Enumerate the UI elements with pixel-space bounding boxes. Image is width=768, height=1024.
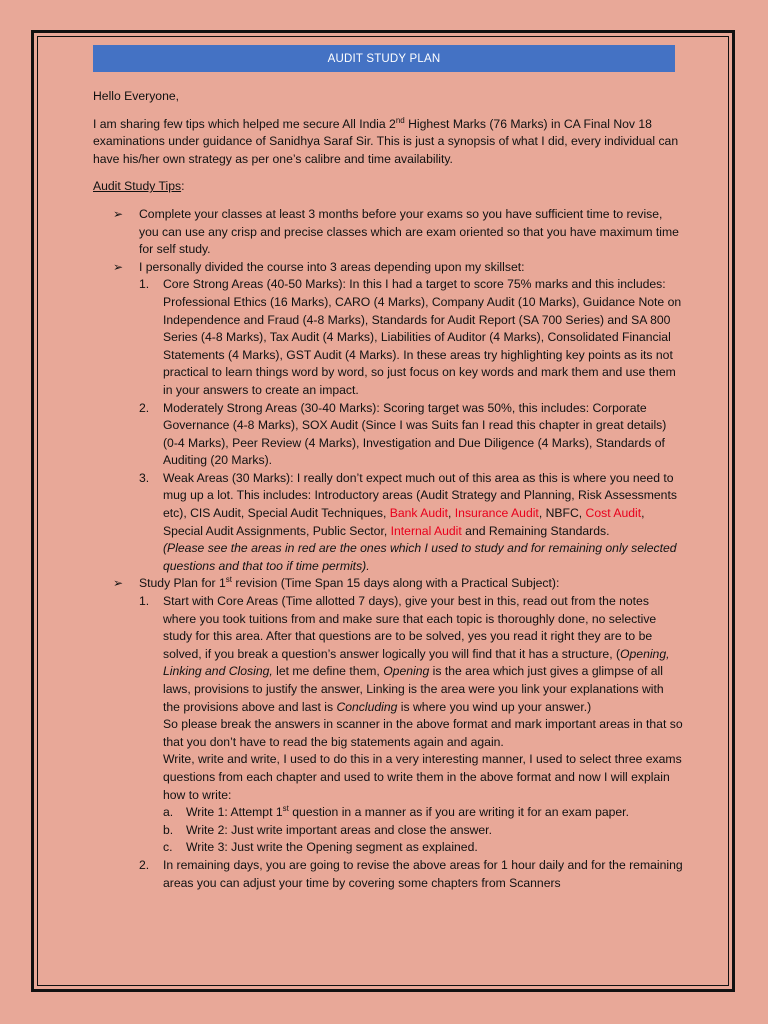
plan-remaining-days: 2. In remaining days, you are going to revise the above areas for 1 hour daily and for the remaining areas you can adjust your time by covering some chapters from Scanners — [139, 857, 683, 890]
bullet-divided-areas: ➢ I personally divided the course into 3 areas depending upon my skillset: — [93, 259, 683, 277]
plan-core-areas: 1. Start with Core Areas (Time allotted 7 days), give your best in this, read out from the notes where you took tuitions from and make sure that each topic is thoroughly done, no selective study for this area. After that questions are to be solved, yes you read it right they are to be solved, if you break a question’s answer logically you will find that it has a structure, (Opening, Linking and Closing, let me define them, Opening is the area which just gives a glimpse of all laws, provisions to justify the answer, Linking is the area were you link your explanations with the provisions above and last is Concluding is where you wind up your answer.) — [139, 594, 670, 714]
arrow-bullet-icon: ➢ — [113, 206, 124, 221]
area-moderately-strong: 2. Moderately Strong Areas (30-40 Marks): Scoring target was 50%, this includes: Corporate Governance (4-8 Marks), SOX Audit (Since I was Suits fan I read this chapter in great details) (0-4 Marks), Peer Review (4 Marks), Investigation and Due Diligence (4 Marks), Standards of Auditing (20 Marks). — [139, 400, 667, 468]
red-topic: Bank Audit — [389, 506, 449, 521]
intro-paragraph: I am sharing few tips which helped me secure All India 2nd Highest Marks (76 Marks) in CA Final Nov 18 examinations under guidance of Sanidhya Saraf Sir. This is just a synopsis of what I did, every individual can have his/her own strategy as per one’s calibre and time availability. — [93, 115, 679, 166]
plan-write-method: Write, write and write, I used to do this in a very interesting manner, I used to select three exams questions from each chapter and used to write them in the above format and now I will explain how to write: — [163, 752, 682, 802]
bullet-study-plan: ➢ Study Plan for 1st revision (Time Span 15 days along with a Practical Subject): — [93, 575, 683, 593]
plan-break-answers: So please break the answers in scanner in the above format and mark important areas in that so that you don’t have to read the big statements again and again. — [163, 717, 683, 749]
area-weak: 3. Weak Areas (30 Marks): I really don’t expect much out of this area as this is where you need to mug up a lot. This includes: Introductory areas (Audit Strategy and Planning, Risk Assessments etc), CIS Audit, Special Audit Techniques, Bank Audit, Insurance Audit, NBFC, Cost Audit, Special Audit Assignments, Public Sector, Internal Audit and Remaining Standards. (Please see the areas in red are the ones which I used to study and for remaining only selected questions and that too if time permits). — [93, 470, 683, 576]
red-areas-note: (Please see the areas in red are the ones which I used to study and for remaining only selected questions and that too if time permits). — [163, 541, 677, 573]
area-core-strong: 1. Core Strong Areas (40-50 Marks): In this I had a target to score 75% marks and this includes: Professional Ethics (16 Marks), CARO (4 Marks), Company Audit (10 Marks), Guidance Note on Independence and Fraud (4-8 Marks), Standards for Audit Report (SA 700 Series) and SA 800 Series (4-8 Marks), Tax Audit (4 Marks), Liabilities of Auditor (4 Marks), Consolidated Financial Statements (4 Marks), GST Audit (4 Marks). In these areas try highlighting key points as its not practical to learn things word by word, so just focus on key words and mark them and use them in your answers to create an impact. — [139, 277, 682, 397]
tips-heading: Audit Study Tips: — [93, 179, 185, 194]
red-topic: Cost Audit — [585, 506, 642, 521]
bullet-complete-classes: ➢ Complete your classes at least 3 months before your exams so you have sufficient time to revise, you can use any crisp and precise classes which are exam oriented so that you have maximum time for self study. — [113, 206, 679, 257]
arrow-bullet-icon: ➢ — [113, 576, 124, 591]
red-topic: Insurance Audit — [454, 506, 539, 521]
greeting: Hello Everyone, — [93, 89, 180, 103]
document-body — [93, 88, 683, 892]
write-step: a. Write 1: Attempt 1st question in a manner as if you are writing it for an exam paper. — [163, 804, 629, 820]
write-step: b. Write 2: Just write important areas and close the answer. — [163, 822, 492, 837]
arrow-bullet-icon: ➢ — [113, 259, 124, 274]
write-step: c. Write 3: Just write the Opening segment as explained. — [163, 840, 478, 855]
red-topic: Internal Audit — [390, 523, 462, 538]
document-title: AUDIT STUDY PLAN — [93, 45, 675, 72]
